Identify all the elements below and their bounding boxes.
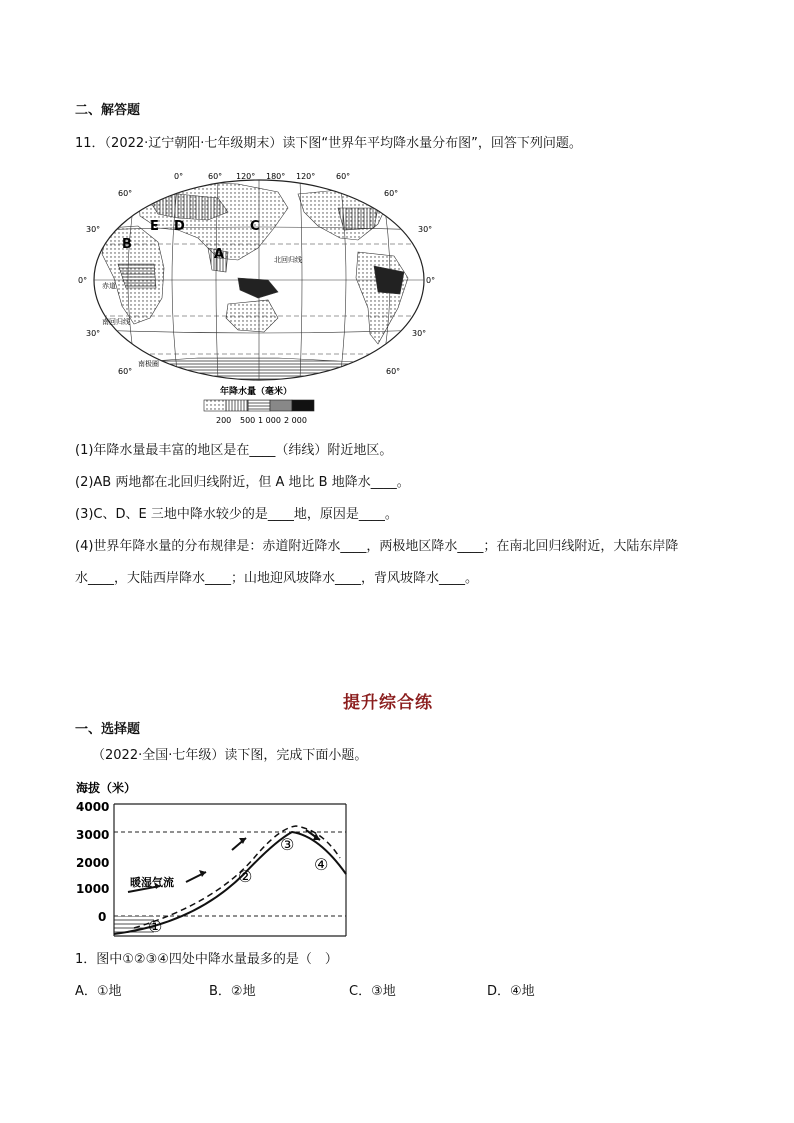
question-11-part-2: (2)AB 两地都在北回归线附近，但 A 地比 B 地降水____。 [75, 475, 410, 490]
lat-label: 30° [418, 225, 433, 234]
map-marker-b: B [122, 237, 132, 252]
option-b: B．②地 [209, 984, 256, 999]
lat-label: 30° [86, 329, 101, 338]
lon-label: 60° [336, 172, 351, 181]
y-tick-label: 1000 [76, 882, 110, 896]
question-11-part-3: (3)C、D、E 三地中降水较少的是____地，原因是____。 [75, 507, 398, 522]
question-11-part-4: (4)世界年降水量的分布规律是：赤道附近降水____，两极地区降水____；在南北回归线附近，大陆东岸降 [75, 539, 679, 554]
section-title: 提升综合练 [343, 693, 433, 713]
lat-label: 60° [118, 367, 133, 376]
lon-label: 120° [236, 172, 256, 181]
lon-label: 180° [266, 172, 286, 181]
lat-label: 60° [386, 367, 401, 376]
option-d: D．④地 [487, 984, 535, 999]
option-a: A．①地 [75, 984, 122, 999]
equator-label: 赤道 [102, 282, 116, 290]
question-11-part-1: (1)年降水量最丰富的地区是在____（纬线）附近地区。 [75, 443, 393, 458]
y-axis-label: 海拔（米） [76, 781, 137, 795]
tropic-cancer-label: 北回归线 [274, 256, 302, 264]
legend-value: 500 [240, 416, 256, 425]
map-marker-e: E [150, 219, 159, 234]
point-1: ① [148, 917, 163, 936]
y-tick-label: 0 [98, 910, 107, 924]
lat-label: 60° [118, 189, 133, 198]
orographic-rain-diagram [74, 774, 354, 942]
section-heading: 二、解答题 [75, 103, 141, 118]
section-heading: 一、选择题 [75, 722, 141, 737]
y-tick-label: 3000 [76, 828, 110, 842]
lat-label: 30° [412, 329, 427, 338]
option-c: C．③地 [349, 984, 396, 999]
y-tick-label: 4000 [76, 800, 110, 814]
lat-label: 30° [86, 225, 101, 234]
lat-label: 0° [78, 276, 88, 285]
map-marker-a: A [214, 247, 225, 262]
question-11-intro: 11．（2022·辽宁朝阳·七年级期末）读下图“世界年平均降水量分布图”，回答下列问题。 [75, 136, 582, 151]
point-4: ④ [314, 855, 329, 874]
lon-label: 0° [174, 172, 184, 181]
y-tick-label: 2000 [76, 856, 110, 870]
antarctic-circle-label: 南极圈 [138, 360, 159, 368]
lon-label: 60° [208, 172, 223, 181]
point-3: ③ [280, 835, 295, 854]
airflow-label: 暖湿气流 [130, 876, 174, 889]
legend-title: 年降水量（毫米） [220, 387, 293, 397]
tropic-capricorn-label: 南回归线 [102, 318, 130, 326]
map-marker-c: C [250, 219, 260, 234]
group-intro: （2022·全国·七年级）读下图，完成下面小题。 [92, 748, 368, 763]
legend-value: 1 000 [258, 416, 281, 425]
lon-label: 120° [296, 172, 316, 181]
lat-label: 0° [426, 276, 436, 285]
legend-value: 200 [216, 416, 232, 425]
question-1: 1．图中①②③④四处中降水量最多的是（ ） [75, 952, 338, 967]
map-marker-d: D [174, 219, 185, 234]
question-11-part-4-cont: 水____，大陆西岸降水____；山地迎风坡降水____，背风坡降水____。 [75, 571, 479, 586]
point-2: ② [238, 867, 253, 886]
world-precipitation-map [78, 168, 440, 430]
legend-value: 2 000 [284, 416, 307, 425]
lat-label: 60° [384, 189, 399, 198]
